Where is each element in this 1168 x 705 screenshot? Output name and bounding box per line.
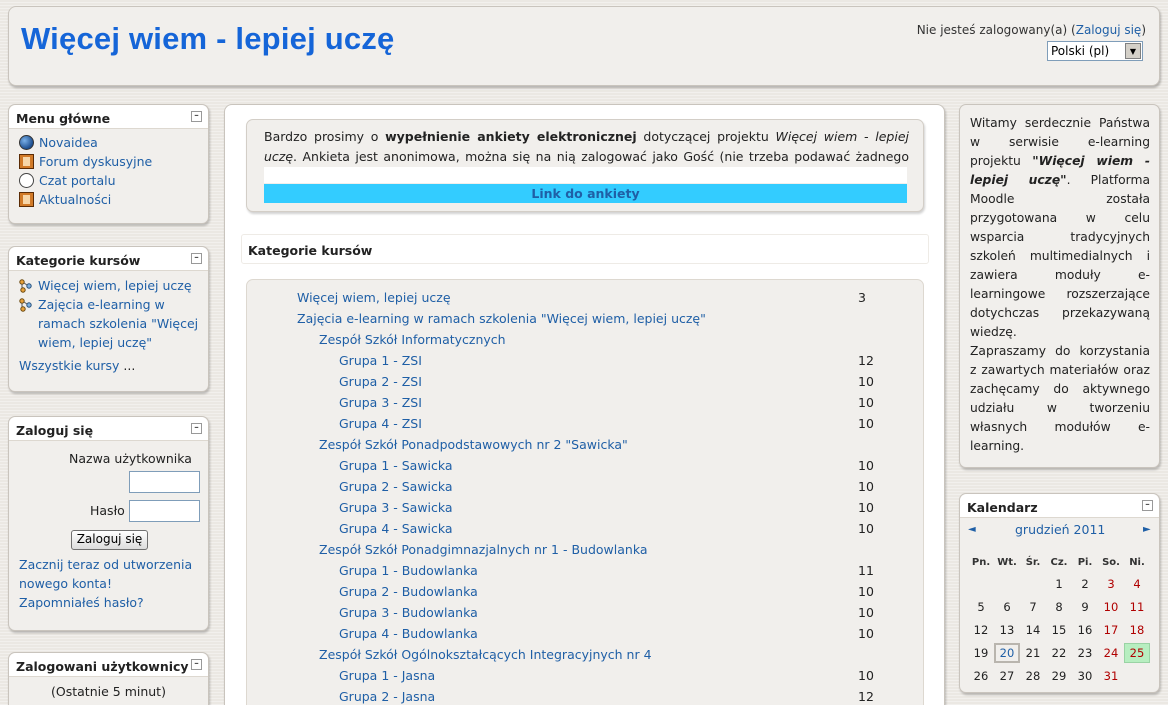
category-row [247,434,923,455]
category-row [247,518,923,539]
calendar-day[interactable]: 17 [1103,623,1119,637]
notice-project-name: Więcej wiem - lepiej uczę [264,129,909,164]
calendar-weekday: Pi. [1077,557,1093,568]
course-count: 10 [858,584,874,599]
calendar-weekday: Wt. [997,557,1017,568]
category-row [247,623,923,644]
calendar-day[interactable]: 12 [973,623,989,637]
globe-icon [19,135,34,150]
category-link[interactable]: Grupa 4 - Budowlanka [339,626,478,641]
calendar-prev-icon[interactable]: ◄ [968,524,976,535]
categories-list [246,279,924,705]
welcome-block [959,104,1160,468]
calendar-day[interactable]: 14 [1025,623,1041,637]
login-button[interactable]: Zaloguj się [71,530,148,550]
block-header [9,653,208,677]
category-link[interactable]: Grupa 2 - Budowlanka [339,584,478,599]
course-categories-block [8,246,209,392]
menu-item-chat[interactable] [19,171,208,190]
forgot-link-wrap [19,593,144,612]
category-row [247,455,923,476]
category-icon [19,279,33,293]
block-title: Zaloguj się [16,423,94,438]
category-link[interactable]: Grupa 3 - ZSI [339,395,422,410]
online-users-block [8,652,209,705]
course-count: 10 [858,416,874,431]
category-link[interactable]: Grupa 1 - Budowlanka [339,563,478,578]
block-title: Kategorie kursów [16,253,141,268]
survey-notice [246,119,924,212]
category-row [247,392,923,413]
category-link[interactable]: Grupa 1 - Jasna [339,668,436,683]
category-link[interactable]: Zespół Szkół Ponadpodstawowych nr 2 "Sawicka" [319,437,628,452]
collapse-icon[interactable]: – [191,111,202,122]
username-label: Nazwa użytkownika [69,451,192,466]
calendar-day[interactable]: 30 [1077,669,1093,683]
category-row [247,308,923,329]
welcome-text-part: Zapraszamy do korzystania z zawartych materiałów oraz zachęcamy do aktywnego udziału w tworzeniu własnych modułów e-learning. [970,344,1150,453]
category-row [247,476,923,497]
language-select-value: Polski (pl) [1051,44,1110,58]
course-count: 10 [858,500,874,515]
course-count: 10 [858,626,874,641]
notice-spacer [264,167,907,183]
password-label: Hasło [90,503,125,518]
online-users-subtitle: (Ostatnie 5 minut) [51,684,166,699]
category-icon [19,298,33,312]
calendar-block [959,493,1160,693]
calendar-day[interactable]: 4 [1133,577,1141,591]
calendar-day[interactable]: 9 [1081,600,1089,614]
category-row [247,686,923,705]
block-header [960,494,1159,518]
calendar-day[interactable]: 22 [1051,646,1067,660]
category-link[interactable]: Grupa 2 - Sawicka [339,479,453,494]
calendar-day[interactable]: 27 [999,669,1015,683]
username-input[interactable] [129,471,200,493]
category-row [247,539,923,560]
menu-item-label[interactable]: Novaidea [39,135,98,150]
notice-text-bold: wypełnienie ankiety elektronicznej [385,129,637,144]
notice-text-part: dotyczącej projektu [636,129,776,144]
block-header [9,417,208,441]
category-link[interactable]: Grupa 2 - ZSI [339,374,422,389]
course-count: 10 [858,458,874,473]
welcome-text [970,114,1150,456]
password-input[interactable] [129,500,200,522]
main-content [224,104,945,705]
collapse-icon[interactable]: – [191,659,202,670]
block-title: Kalendarz [967,500,1038,515]
menu-item-forum[interactable] [19,152,208,171]
calendar-day[interactable]: 1 [1055,577,1063,591]
login-info-suffix: ) [1141,23,1146,37]
category-row [247,287,923,308]
category-row [247,665,923,686]
course-count: 11 [858,563,874,578]
collapse-icon[interactable]: – [1142,500,1153,511]
login-block [8,416,209,631]
category-link[interactable]: Więcej wiem, lepiej uczę [38,278,192,293]
course-count: 10 [858,479,874,494]
login-info [917,23,1146,37]
calendar-day[interactable]: 7 [1029,600,1037,614]
menu-item-label[interactable]: Aktualności [39,192,112,207]
category-row [247,350,923,371]
category-link[interactable]: Grupa 3 - Sawicka [339,500,453,515]
calendar-weekday: Pn. [971,557,991,568]
chevron-down-icon[interactable]: ▼ [1125,43,1141,59]
category-link[interactable]: Grupa 1 - Sawicka [339,458,453,473]
category-link[interactable]: Grupa 3 - Budowlanka [339,605,478,620]
forum-icon [19,192,34,207]
category-row [247,497,923,518]
calendar-weekday: Śr. [1025,557,1041,568]
calendar-day[interactable]: 25 [1124,643,1150,663]
category-link[interactable]: Grupa 4 - Sawicka [339,521,453,536]
calendar-day[interactable]: 18 [1129,623,1145,637]
calendar-weekday: So. [1102,557,1120,568]
calendar-day[interactable]: 19 [973,646,989,660]
menu-item-novaidea[interactable] [19,133,208,152]
calendar-day[interactable]: 31 [1103,669,1119,683]
language-select[interactable] [1047,41,1143,61]
category-row [247,602,923,623]
calendar-day[interactable]: 15 [1051,623,1067,637]
course-count: 10 [858,374,874,389]
forum-icon [19,154,34,169]
calendar-day[interactable]: 8 [1055,600,1063,614]
block-title: Zalogowani użytkownicy [16,659,189,674]
category-link[interactable]: Zespół Szkół Ponadgimnazjalnych nr 1 - Budowlanka [319,542,648,557]
block-header [9,105,208,129]
calendar-day[interactable]: 11 [1129,600,1145,614]
course-count: 12 [858,353,874,368]
block-header [9,247,208,271]
login-link[interactable]: Zaloguj się [1075,23,1142,37]
main-menu-block [8,104,209,224]
course-count: 12 [858,689,874,704]
calendar-day[interactable]: 3 [1107,577,1115,591]
category-row [247,371,923,392]
calendar-day[interactable]: 29 [1051,669,1067,683]
calendar-day[interactable]: 23 [1077,646,1093,660]
notice-text-part: Bardzo prosimy o [264,129,386,144]
welcome-text-part: Witamy serdecznie Państwa w serwisie e-learning projektu [970,116,1150,168]
all-courses-ellipsis: ... [119,358,136,373]
calendar-day[interactable]: 26 [973,669,989,683]
collapse-icon[interactable]: – [191,253,202,264]
calendar-day[interactable]: 5 [977,600,985,614]
notice-text-part: . Ankieta jest anonimowa, można się na nią zalogować jako Gość (nie trzeba podawać żadnego [293,149,909,164]
welcome-text-part: . Platforma Moodle została przygotowana w celu wsparcia tradycyjnych szkoleń multimedialnych i zawiera moduły e-learningowe rozszerzające dotychczas przekazywaną wiedzę. [970,173,1151,339]
signup-link[interactable]: Zacznij teraz od utworzenia nowego konta! [19,557,193,591]
calendar-day[interactable]: 6 [1003,600,1011,614]
category-item[interactable] [9,276,208,295]
calendar-day[interactable]: 24 [1103,646,1119,660]
category-link[interactable]: Zespół Szkół Ogólnokształcących Integracyjnych nr 4 [319,647,652,662]
all-courses-link[interactable]: Wszystkie kursy [19,358,120,373]
calendar-day[interactable]: 13 [999,623,1015,637]
welcome-project-title: "Więcej wiem - lepiej uczę" [970,154,1151,187]
menu-item-news[interactable] [19,190,208,209]
category-link[interactable]: Zespół Szkół Informatycznych [319,332,506,347]
collapse-icon[interactable]: – [191,423,202,434]
calendar-weekday: Cz. [1050,557,1068,568]
course-count: 10 [858,605,874,620]
menu-item-label[interactable]: Czat portalu [39,173,116,188]
calendar-weekday: Ni. [1129,557,1145,568]
category-row [247,581,923,602]
category-link[interactable]: Więcej wiem, lepiej uczę [297,290,451,305]
calendar-day[interactable]: 21 [1025,646,1041,660]
calendar-next-icon[interactable]: ► [1143,524,1151,535]
menu-item-label[interactable]: Forum dyskusyjne [39,154,153,169]
category-link[interactable]: Grupa 1 - ZSI [339,353,422,368]
chat-icon [19,173,34,188]
category-link[interactable]: Grupa 2 - Jasna [339,689,436,704]
survey-link[interactable]: Link do ankiety [264,184,907,203]
category-link[interactable]: Grupa 4 - ZSI [339,416,422,431]
calendar-day[interactable]: 10 [1103,600,1119,614]
calendar-day[interactable]: 2 [1081,577,1089,591]
categories-heading: Kategorie kursów [241,234,929,264]
course-count: 3 [858,290,866,305]
category-row [247,560,923,581]
course-count: 10 [858,395,874,410]
login-info-prefix: Nie jesteś zalogowany(a) ( [916,23,1076,37]
course-count: 10 [858,521,874,536]
calendar-month-link[interactable]: grudzień 2011 [1015,522,1106,537]
category-link[interactable]: Zajęcia e-learning w ramach szkolenia "Więcej wiem, lepiej uczę" [297,311,706,326]
category-row [247,413,923,434]
page-header [8,6,1160,86]
course-count: 10 [858,668,874,683]
calendar-day[interactable]: 28 [1025,669,1041,683]
category-item[interactable] [9,295,208,352]
calendar-day[interactable]: 20 [994,643,1020,663]
category-link[interactable]: Zajęcia e-learning w ramach szkolenia "Więcej wiem, lepiej uczę" [38,297,199,350]
calendar-day[interactable]: 16 [1077,623,1093,637]
site-title[interactable]: Więcej wiem - lepiej uczę [21,21,395,56]
category-row [247,329,923,350]
main-menu-list [9,129,208,209]
signup-link-wrap [19,555,204,593]
forgot-password-link[interactable]: Zapomniałeś hasło? [19,595,144,610]
block-title: Menu główne [16,111,111,126]
category-row [247,644,923,665]
